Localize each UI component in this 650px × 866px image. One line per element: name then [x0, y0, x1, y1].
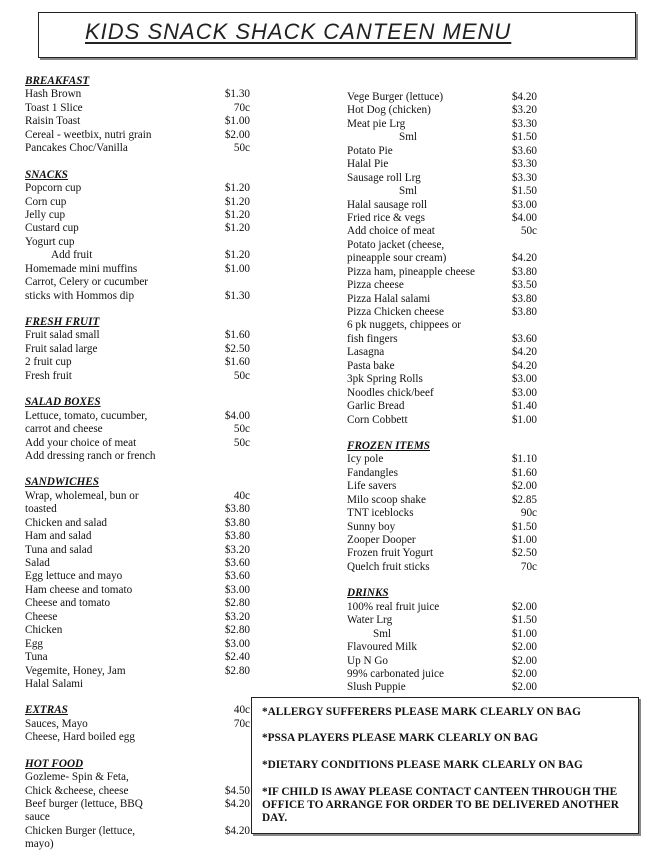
- menu-item: [347, 346, 537, 359]
- item-price: $2.00: [511, 480, 537, 493]
- item-price: $2.00: [511, 654, 537, 667]
- item-name: Yogurt cup: [25, 235, 75, 248]
- menu-item: [25, 102, 250, 115]
- item-name: 100% real fruit juice: [347, 600, 440, 613]
- menu-item: [25, 678, 250, 691]
- menu-item: [25, 249, 250, 262]
- menu-item: [347, 467, 537, 480]
- item-name: TNT iceblocks: [347, 507, 414, 520]
- item-price: $4.20: [511, 252, 537, 265]
- item-name: Slush Puppie: [347, 681, 406, 694]
- menu-item: [25, 410, 250, 423]
- menu-item: [347, 601, 537, 614]
- item-price: $3.60: [511, 332, 537, 345]
- notice-dietary: *DIETARY CONDITIONS PLEASE MARK CLEARLY ON BAG: [262, 759, 583, 771]
- menu-item: [347, 199, 537, 212]
- item-price: $3.00: [511, 373, 537, 386]
- item-price: $3.80: [224, 516, 250, 529]
- item-price: $3.80: [511, 292, 537, 305]
- menu-item: [347, 266, 537, 279]
- item-name: Cheese and tomato: [25, 597, 111, 610]
- menu-item: [347, 104, 537, 117]
- menu-item: [25, 611, 250, 624]
- item-price: $2.80: [224, 624, 250, 637]
- section-heading-row: [25, 169, 250, 182]
- menu-item: [25, 236, 250, 249]
- menu-item: [347, 131, 537, 144]
- menu-item: [25, 624, 250, 637]
- item-name: Sauces, Mayo: [25, 717, 88, 730]
- item-name: toasted: [25, 503, 57, 516]
- menu-item: [347, 252, 537, 265]
- item-name: Sml: [399, 185, 418, 198]
- item-price: $1.20: [224, 222, 250, 235]
- item-price: 40c: [233, 489, 250, 502]
- menu-item: [25, 665, 250, 678]
- item-name: Halal sausage roll: [347, 198, 428, 211]
- section-title: BREAKFAST: [25, 75, 90, 87]
- item-price: 50c: [233, 142, 250, 155]
- item-name: Pizza Chicken cheese: [347, 306, 444, 318]
- notice-allergy: *ALLERGY SUFFERERS PLEASE MARK CLEARLY ON BAG: [262, 706, 581, 718]
- menu-item: [25, 437, 250, 450]
- section-title: DRINKS: [347, 587, 389, 600]
- menu-item: [25, 503, 250, 516]
- item-name: Fruit salad small: [25, 329, 100, 342]
- menu-item: [347, 534, 537, 547]
- menu-item: [25, 838, 250, 851]
- item-name: Sml: [399, 131, 418, 144]
- item-name: Potato Pie: [347, 144, 393, 157]
- item-name: Icy pole: [347, 453, 384, 466]
- menu-item: [25, 811, 250, 824]
- menu-item: [347, 681, 537, 694]
- menu-item: [347, 614, 537, 627]
- item-price: 70c: [233, 101, 250, 114]
- item-price: $3.30: [511, 158, 537, 171]
- item-name: Lasagna: [347, 346, 385, 359]
- item-price: $1.30: [224, 289, 250, 302]
- item-name: Toast 1 Slice: [25, 101, 83, 114]
- item-price: $1.20: [224, 208, 250, 221]
- item-name: sauce: [25, 811, 50, 824]
- item-price: $2.80: [224, 664, 250, 677]
- item-name: Life savers: [347, 480, 397, 493]
- menu-item: [25, 490, 250, 503]
- menu-item: [347, 239, 537, 252]
- menu-section-hot-food: [25, 758, 250, 852]
- item-price: $3.00: [511, 386, 537, 399]
- item-name: 3pk Spring Rolls: [347, 373, 423, 386]
- item-name: Gozleme- Spin & Feta,: [25, 771, 129, 784]
- item-price: $3.00: [511, 198, 537, 211]
- menu-item: [25, 825, 250, 838]
- item-name: Pancakes Choc/Vanilla: [25, 142, 128, 155]
- section-title: FROZEN ITEMS: [347, 439, 430, 452]
- notice-box: [251, 697, 639, 834]
- item-name: Cheese, Hard boiled egg: [25, 731, 135, 744]
- item-name: Fresh fruit: [25, 369, 72, 382]
- item-name: fish fingers: [347, 332, 398, 345]
- menu-item: [347, 118, 537, 131]
- item-price: $3.50: [511, 279, 537, 292]
- menu-item: [347, 319, 537, 332]
- menu-item: [25, 276, 250, 289]
- item-name: Pizza cheese: [347, 279, 404, 292]
- menu-item: [25, 115, 250, 128]
- item-price: 70c: [233, 717, 250, 730]
- item-price: $1.30: [224, 88, 250, 101]
- menu-item: [25, 731, 250, 744]
- menu-item: [25, 785, 250, 798]
- item-price: $2.00: [511, 681, 537, 694]
- item-name: Pizza Halal salami: [347, 292, 431, 305]
- menu-item: [25, 290, 250, 303]
- menu-item: [347, 641, 537, 654]
- item-price: $1.60: [224, 329, 250, 342]
- item-price: $1.00: [511, 413, 537, 426]
- item-name: Sml: [373, 627, 392, 640]
- item-price: $2.80: [224, 597, 250, 610]
- menu-item: [25, 182, 250, 195]
- item-name: mayo): [25, 838, 54, 851]
- menu-section-fresh-fruit: [25, 316, 250, 383]
- item-name: Tuna and salad: [25, 543, 93, 556]
- menu-item: [25, 209, 250, 222]
- item-name: sticks with Hommos dip: [25, 289, 135, 302]
- item-price: $4.20: [511, 346, 537, 359]
- item-price: $4.00: [224, 409, 250, 422]
- menu-section-frozen-items: [347, 440, 537, 574]
- menu-item: [347, 306, 537, 319]
- menu-item: [25, 718, 250, 731]
- item-name: Chicken: [25, 624, 63, 637]
- item-name: carrot and cheese: [25, 423, 103, 436]
- menu-item: [25, 356, 250, 369]
- menu-item: [347, 480, 537, 493]
- menu-item: [347, 561, 537, 574]
- left-column: [25, 75, 250, 865]
- menu-item: [25, 370, 250, 383]
- item-price: $2.50: [224, 342, 250, 355]
- section-title: EXTRAS: [25, 704, 68, 717]
- item-price: $1.50: [511, 614, 537, 627]
- item-name: Add fruit: [51, 249, 93, 262]
- menu-item: [25, 597, 250, 610]
- item-price: $1.50: [511, 131, 537, 144]
- section-heading-row: [347, 440, 537, 453]
- item-price: $4.20: [511, 359, 537, 372]
- section-heading-row: [25, 476, 250, 489]
- section-title: FRESH FRUIT: [25, 316, 100, 328]
- item-name: Salad: [25, 557, 50, 569]
- item-price: $2.00: [511, 641, 537, 654]
- item-name: Pasta bake: [347, 359, 395, 372]
- item-price: $2.50: [511, 547, 537, 560]
- item-name: Garlic Bread: [347, 400, 405, 413]
- section-heading-row: [25, 758, 250, 771]
- item-price: $2.00: [511, 600, 537, 613]
- section-title: SALAD BOXES: [25, 396, 101, 409]
- menu-item: [25, 638, 250, 651]
- menu-item: [25, 570, 250, 583]
- item-price: $3.00: [224, 637, 250, 650]
- item-name: Up N Go: [347, 654, 389, 667]
- section-title: SANDWICHES: [25, 476, 99, 489]
- item-name: Sunny boy: [347, 520, 396, 533]
- item-name: Chick &cheese, cheese: [25, 784, 129, 797]
- item-price: $3.80: [224, 530, 250, 543]
- item-price: $4.00: [511, 211, 537, 224]
- item-name: Pizza ham, pineapple cheese: [347, 265, 475, 278]
- item-price: $3.80: [511, 306, 537, 318]
- item-name: Add choice of meat: [347, 225, 435, 238]
- item-name: Fandangles: [347, 466, 398, 479]
- item-price: 50c: [520, 225, 537, 238]
- item-name: Hot Dog (chicken): [347, 104, 431, 117]
- item-price: $3.20: [224, 543, 250, 556]
- menu-item: [347, 279, 537, 292]
- item-price: $1.50: [511, 185, 537, 198]
- item-name: Flavoured Milk: [347, 641, 417, 654]
- item-price: $2.00: [224, 128, 250, 141]
- item-name: Noodles chick/beef: [347, 386, 434, 399]
- item-price: $3.00: [224, 583, 250, 596]
- item-name: Corn cup: [25, 195, 67, 208]
- menu-item: [347, 507, 537, 520]
- item-price: $2.40: [224, 651, 250, 664]
- item-price: $1.20: [224, 249, 250, 262]
- menu-item: [347, 414, 537, 427]
- item-price: $3.60: [224, 570, 250, 583]
- item-name: Jelly cup: [25, 208, 66, 221]
- item-name: Potato jacket (cheese,: [347, 238, 445, 251]
- item-name: pineapple sour cream): [347, 252, 447, 265]
- menu-item: [25, 557, 250, 570]
- item-price: $3.20: [224, 610, 250, 623]
- item-name: 6 pk nuggets, chippees or: [347, 319, 462, 332]
- item-price: $3.30: [511, 117, 537, 130]
- item-price: $1.00: [511, 627, 537, 640]
- menu-item: [25, 142, 250, 155]
- item-name: Zooper Dooper: [347, 534, 416, 546]
- menu-item: [25, 196, 250, 209]
- item-price: $1.20: [224, 182, 250, 195]
- section-heading-row: [347, 587, 537, 600]
- menu-item: [347, 333, 537, 346]
- item-name: Halal Pie: [347, 158, 389, 171]
- item-price: $3.80: [511, 265, 537, 278]
- menu-item: [347, 387, 537, 400]
- item-name: Chicken Burger (lettuce,: [25, 824, 136, 837]
- item-price: 50c: [233, 369, 250, 382]
- item-name: 99% carbonated juice: [347, 667, 444, 680]
- item-price: $1.60: [511, 466, 537, 479]
- item-name: Frozen fruit Yogurt: [347, 547, 434, 560]
- menu-item: [347, 494, 537, 507]
- item-name: Ham and salad: [25, 530, 92, 543]
- item-price: $4.20: [511, 91, 537, 103]
- item-name: Vege Burger (lettuce): [347, 91, 444, 103]
- notice-pssa: *PSSA PLAYERS PLEASE MARK CLEARLY ON BAG: [262, 732, 539, 744]
- item-name: Quelch fruit sticks: [347, 560, 430, 573]
- item-price: $1.10: [511, 453, 537, 466]
- item-name: Add dressing ranch or french: [25, 449, 156, 462]
- item-name: Lettuce, tomato, cucumber,: [25, 409, 148, 422]
- item-price: $1.60: [224, 356, 250, 369]
- item-name: Milo scoop shake: [347, 493, 426, 506]
- title-box: [38, 12, 636, 58]
- item-name: Raisin Toast: [25, 115, 81, 128]
- item-name: Fruit salad large: [25, 342, 98, 355]
- item-name: Halal Salami: [25, 677, 84, 690]
- menu-item: [347, 668, 537, 681]
- menu-item: [347, 225, 537, 238]
- item-price: $3.60: [511, 144, 537, 157]
- item-price: $2.85: [511, 493, 537, 506]
- section-price: 40c: [233, 704, 250, 717]
- item-name: Cereal - weetbix, nutri grain: [25, 128, 152, 141]
- item-name: Homemade mini muffins: [25, 262, 138, 275]
- menu-section-drinks: [347, 587, 537, 695]
- item-name: Sausage roll Lrg: [347, 171, 421, 184]
- item-name: Wrap, wholemeal, bun or: [25, 489, 139, 502]
- menu-item: [25, 651, 250, 664]
- item-name: Add your choice of meat: [25, 436, 137, 449]
- item-name: Custard cup: [25, 222, 79, 235]
- menu-item: [347, 628, 537, 641]
- menu-item: [347, 158, 537, 171]
- menu-item: [25, 544, 250, 557]
- item-name: Ham cheese and tomato: [25, 583, 133, 596]
- menu-item: [25, 423, 250, 436]
- item-price: $1.50: [511, 520, 537, 533]
- menu-item: [25, 517, 250, 530]
- menu-item: [25, 530, 250, 543]
- menu-section-section: [347, 91, 537, 427]
- menu-item: [347, 212, 537, 225]
- menu-item: [347, 145, 537, 158]
- item-price: $3.20: [511, 104, 537, 117]
- menu-item: [25, 450, 250, 463]
- menu-item: [347, 655, 537, 668]
- menu-item: [25, 584, 250, 597]
- menu-title: KIDS SNACK SHACK CANTEEN MENU: [85, 19, 512, 44]
- item-price: $1.20: [224, 195, 250, 208]
- menu-section-extras: [25, 704, 250, 744]
- item-name: Cheese: [25, 610, 58, 623]
- menu-item: [25, 771, 250, 784]
- item-price: $1.00: [511, 534, 537, 546]
- item-price: $4.20: [224, 798, 250, 810]
- menu-section-sandwiches: [25, 476, 250, 691]
- menu-item: [347, 453, 537, 466]
- item-price: 70c: [520, 560, 537, 573]
- menu-item: [25, 798, 250, 811]
- menu-item: [347, 547, 537, 560]
- item-price: $4.20: [224, 824, 250, 837]
- menu-section-breakfast: [25, 75, 250, 156]
- item-price: 50c: [233, 436, 250, 449]
- section-heading-row: [25, 704, 250, 717]
- menu-item: [25, 129, 250, 142]
- item-price: $3.60: [224, 557, 250, 569]
- item-price: $3.30: [511, 171, 537, 184]
- menu-item: [347, 373, 537, 386]
- menu-item: [347, 185, 537, 198]
- section-heading-row: [25, 396, 250, 409]
- item-price: $4.50: [224, 784, 250, 797]
- item-name: 2 fruit cup: [25, 356, 72, 369]
- item-name: Egg: [25, 637, 44, 650]
- notice-child-away: *IF CHILD IS AWAY PLEASE CONTACT CANTEEN THROUGH THE OFFICE TO ARRANGE FOR ORDER TO BE DELIVERED ANOTHER DAY.: [262, 786, 619, 824]
- item-name: Fried rice & vegs: [347, 211, 425, 224]
- menu-item: [25, 263, 250, 276]
- item-name: Meat pie Lrg: [347, 117, 406, 130]
- item-name: Vegemite, Honey, Jam: [25, 664, 126, 677]
- menu-item: [347, 91, 537, 104]
- item-name: Corn Cobbett: [347, 413, 408, 426]
- item-name: Beef burger (lettuce, BBQ: [25, 798, 143, 810]
- menu-item: [347, 521, 537, 534]
- item-name: Water Lrg: [347, 614, 393, 627]
- item-price: $1.00: [224, 262, 250, 275]
- menu-section-salad-boxes: [25, 396, 250, 463]
- item-price: $1.00: [224, 115, 250, 128]
- menu-item: [25, 88, 250, 101]
- item-name: Chicken and salad: [25, 516, 108, 529]
- item-name: Carrot, Celery or cucumber: [25, 276, 149, 289]
- menu-section-snacks: [25, 169, 250, 303]
- section-heading-row: [25, 75, 250, 88]
- section-title: SNACKS: [25, 168, 68, 181]
- menu-item: [25, 222, 250, 235]
- item-price: 50c: [233, 423, 250, 436]
- item-price: $1.40: [511, 400, 537, 413]
- item-price: 90c: [520, 507, 537, 520]
- right-column: [347, 91, 537, 708]
- section-title: HOT FOOD: [25, 757, 84, 770]
- menu-item: [25, 329, 250, 342]
- menu-item: [347, 360, 537, 373]
- item-price: $2.00: [511, 667, 537, 680]
- section-heading-row: [25, 316, 250, 329]
- menu-item: [347, 172, 537, 185]
- item-price: $3.80: [224, 503, 250, 516]
- item-name: Hash Brown: [25, 88, 82, 101]
- item-name: Tuna: [25, 651, 48, 664]
- menu-item: [347, 400, 537, 413]
- menu-item: [25, 343, 250, 356]
- menu-item: [347, 293, 537, 306]
- item-name: Egg lettuce and mayo: [25, 570, 123, 583]
- item-name: Popcorn cup: [25, 182, 82, 195]
